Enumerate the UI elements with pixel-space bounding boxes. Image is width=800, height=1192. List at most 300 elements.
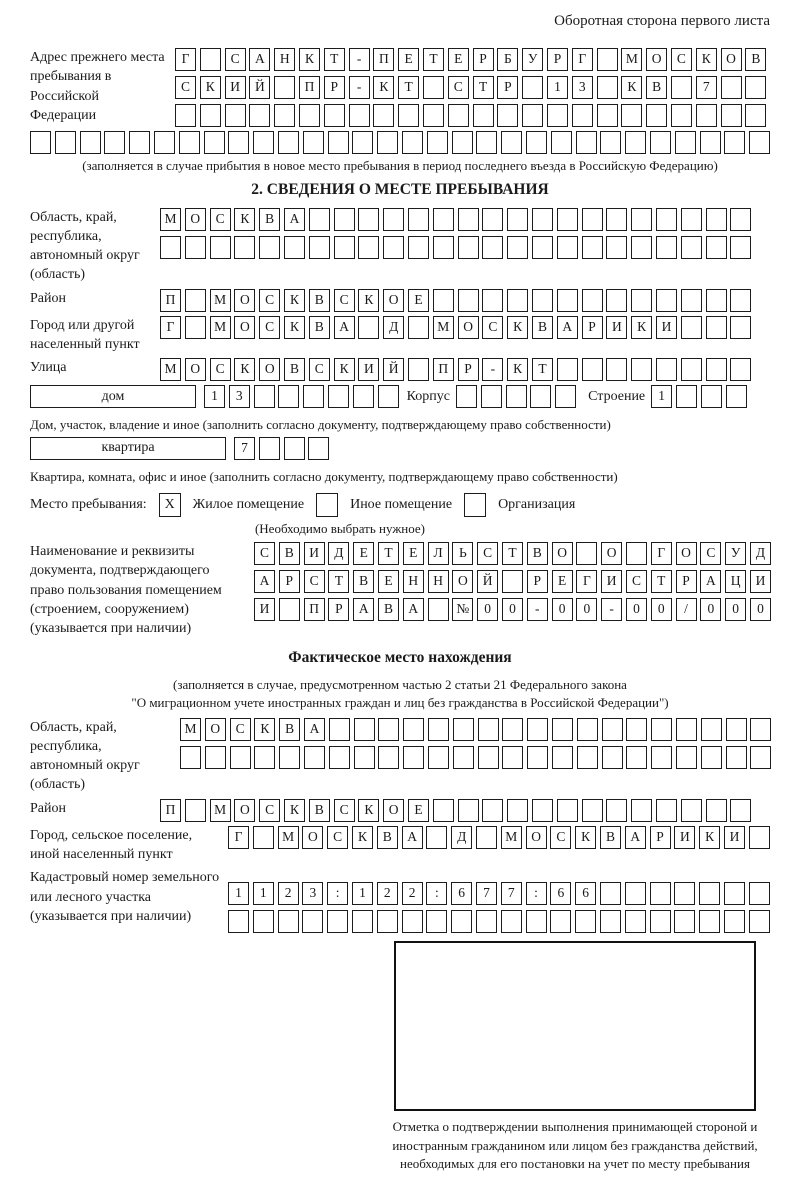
char-box[interactable]: М	[501, 826, 522, 849]
char-box[interactable]	[656, 236, 677, 259]
char-box[interactable]: У	[522, 48, 543, 71]
char-box[interactable]: 3	[572, 76, 593, 99]
char-box[interactable]	[631, 289, 652, 312]
char-box[interactable]: Т	[532, 358, 553, 381]
char-box[interactable]	[329, 718, 350, 741]
char-box[interactable]	[278, 385, 299, 408]
char-box[interactable]	[681, 799, 702, 822]
char-box[interactable]: А	[700, 570, 721, 593]
char-box[interactable]	[55, 131, 76, 154]
char-box[interactable]	[674, 882, 695, 905]
char-box[interactable]: А	[402, 826, 423, 849]
char-box[interactable]: Р	[497, 76, 518, 99]
char-box[interactable]: У	[725, 542, 746, 565]
char-box[interactable]: О	[526, 826, 547, 849]
char-box[interactable]	[279, 746, 300, 769]
char-box[interactable]: В	[284, 358, 305, 381]
char-box[interactable]	[721, 104, 742, 127]
char-box[interactable]	[303, 385, 324, 408]
char-box[interactable]	[423, 76, 444, 99]
char-box[interactable]: М	[160, 358, 181, 381]
char-box[interactable]: Р	[582, 316, 603, 339]
char-box[interactable]	[507, 236, 528, 259]
char-box[interactable]: К	[284, 289, 305, 312]
char-box[interactable]	[358, 236, 379, 259]
char-box[interactable]: 1	[651, 385, 672, 408]
char-box[interactable]: Р	[650, 826, 671, 849]
char-box[interactable]	[299, 104, 320, 127]
char-box[interactable]	[328, 131, 349, 154]
char-box[interactable]: К	[299, 48, 320, 71]
char-box[interactable]: 0	[552, 598, 573, 621]
other-premises-checkbox[interactable]	[316, 493, 338, 517]
char-box[interactable]: М	[621, 48, 642, 71]
char-box[interactable]	[179, 131, 200, 154]
char-box[interactable]	[625, 882, 646, 905]
char-box[interactable]: М	[210, 799, 231, 822]
char-box[interactable]	[626, 718, 647, 741]
char-box[interactable]	[180, 746, 201, 769]
char-box[interactable]	[502, 718, 523, 741]
char-box[interactable]: Й	[383, 358, 404, 381]
house-box[interactable]	[30, 385, 196, 408]
char-box[interactable]: :	[526, 882, 547, 905]
char-box[interactable]	[656, 799, 677, 822]
char-box[interactable]	[749, 131, 770, 154]
char-box[interactable]	[575, 910, 596, 933]
char-box[interactable]: П	[160, 799, 181, 822]
char-box[interactable]: Ь	[452, 542, 473, 565]
char-box[interactable]	[324, 104, 345, 127]
char-box[interactable]: 7	[476, 882, 497, 905]
char-box[interactable]	[253, 826, 274, 849]
organization-checkbox[interactable]	[464, 493, 486, 517]
char-box[interactable]	[433, 208, 454, 231]
char-box[interactable]: 0	[700, 598, 721, 621]
char-box[interactable]	[582, 208, 603, 231]
char-box[interactable]: М	[278, 826, 299, 849]
char-box[interactable]: О	[185, 208, 206, 231]
char-box[interactable]: Р	[527, 570, 548, 593]
char-box[interactable]: Н	[428, 570, 449, 593]
char-box[interactable]	[501, 910, 522, 933]
char-box[interactable]: 3	[229, 385, 250, 408]
char-box[interactable]	[204, 131, 225, 154]
char-box[interactable]: И	[724, 826, 745, 849]
char-box[interactable]: Л	[428, 542, 449, 565]
char-box[interactable]	[671, 104, 692, 127]
char-box[interactable]	[681, 289, 702, 312]
char-box[interactable]	[550, 910, 571, 933]
char-box[interactable]	[631, 236, 652, 259]
char-box[interactable]: К	[631, 316, 652, 339]
char-box[interactable]	[730, 799, 751, 822]
char-box[interactable]	[476, 910, 497, 933]
char-box[interactable]: Г	[576, 570, 597, 593]
char-box[interactable]	[302, 910, 323, 933]
char-box[interactable]	[507, 208, 528, 231]
char-box[interactable]: В	[377, 826, 398, 849]
char-box[interactable]: Е	[403, 542, 424, 565]
char-box[interactable]	[750, 746, 771, 769]
char-box[interactable]	[625, 910, 646, 933]
char-box[interactable]: О	[552, 542, 573, 565]
char-box[interactable]	[706, 289, 727, 312]
char-box[interactable]	[476, 826, 497, 849]
char-box[interactable]: О	[234, 316, 255, 339]
char-box[interactable]	[600, 131, 621, 154]
char-box[interactable]: Г	[651, 542, 672, 565]
char-box[interactable]	[349, 104, 370, 127]
char-box[interactable]: А	[249, 48, 270, 71]
char-box[interactable]	[352, 131, 373, 154]
char-box[interactable]: А	[403, 598, 424, 621]
char-box[interactable]: А	[353, 598, 374, 621]
char-box[interactable]	[651, 718, 672, 741]
char-box[interactable]	[745, 104, 766, 127]
char-box[interactable]	[526, 910, 547, 933]
char-box[interactable]	[577, 746, 598, 769]
char-box[interactable]	[506, 385, 527, 408]
char-box[interactable]	[458, 289, 479, 312]
char-box[interactable]: Е	[378, 570, 399, 593]
char-box[interactable]: 2	[402, 882, 423, 905]
char-box[interactable]: О	[601, 542, 622, 565]
char-box[interactable]: -	[527, 598, 548, 621]
char-box[interactable]: С	[671, 48, 692, 71]
char-box[interactable]: /	[676, 598, 697, 621]
char-box[interactable]	[749, 826, 770, 849]
char-box[interactable]	[482, 208, 503, 231]
char-box[interactable]: Н	[274, 48, 295, 71]
char-box[interactable]	[377, 910, 398, 933]
char-box[interactable]: С	[225, 48, 246, 71]
char-box[interactable]	[278, 910, 299, 933]
char-box[interactable]	[700, 131, 721, 154]
char-box[interactable]: И	[674, 826, 695, 849]
char-box[interactable]	[482, 236, 503, 259]
char-box[interactable]: В	[527, 542, 548, 565]
char-box[interactable]: М	[160, 208, 181, 231]
char-box[interactable]: И	[601, 570, 622, 593]
char-box[interactable]	[656, 289, 677, 312]
char-box[interactable]	[701, 718, 722, 741]
char-box[interactable]	[274, 104, 295, 127]
char-box[interactable]: 0	[750, 598, 771, 621]
char-box[interactable]	[278, 131, 299, 154]
char-box[interactable]: В	[279, 718, 300, 741]
char-box[interactable]	[699, 910, 720, 933]
char-box[interactable]: И	[254, 598, 275, 621]
char-box[interactable]: И	[304, 542, 325, 565]
char-box[interactable]: Р	[547, 48, 568, 71]
char-box[interactable]	[354, 746, 375, 769]
char-box[interactable]	[530, 385, 551, 408]
char-box[interactable]: С	[259, 289, 280, 312]
char-box[interactable]	[408, 236, 429, 259]
char-box[interactable]: 0	[477, 598, 498, 621]
char-box[interactable]	[582, 289, 603, 312]
char-box[interactable]	[730, 358, 751, 381]
char-box[interactable]: Е	[353, 542, 374, 565]
char-box[interactable]	[597, 48, 618, 71]
apartment-box[interactable]	[30, 437, 226, 460]
char-box[interactable]	[557, 289, 578, 312]
char-box[interactable]	[254, 385, 275, 408]
char-box[interactable]	[200, 104, 221, 127]
char-box[interactable]: П	[304, 598, 325, 621]
char-box[interactable]: К	[352, 826, 373, 849]
char-box[interactable]: С	[448, 76, 469, 99]
char-box[interactable]	[602, 718, 623, 741]
char-box[interactable]: О	[383, 799, 404, 822]
char-box[interactable]: И	[606, 316, 627, 339]
char-box[interactable]: 0	[502, 598, 523, 621]
char-box[interactable]: А	[304, 718, 325, 741]
char-box[interactable]	[507, 289, 528, 312]
char-box[interactable]	[706, 208, 727, 231]
char-box[interactable]	[745, 76, 766, 99]
char-box[interactable]	[671, 76, 692, 99]
char-box[interactable]	[749, 882, 770, 905]
char-box[interactable]	[730, 289, 751, 312]
char-box[interactable]	[402, 131, 423, 154]
char-box[interactable]	[259, 437, 280, 460]
char-box[interactable]: К	[200, 76, 221, 99]
char-box[interactable]	[675, 131, 696, 154]
char-box[interactable]	[358, 208, 379, 231]
char-box[interactable]	[352, 910, 373, 933]
char-box[interactable]	[676, 746, 697, 769]
char-box[interactable]	[448, 104, 469, 127]
char-box[interactable]: О	[205, 718, 226, 741]
char-box[interactable]: Е	[552, 570, 573, 593]
char-box[interactable]	[526, 131, 547, 154]
char-box[interactable]: Н	[403, 570, 424, 593]
char-box[interactable]: К	[575, 826, 596, 849]
char-box[interactable]: К	[234, 358, 255, 381]
char-box[interactable]	[458, 236, 479, 259]
char-box[interactable]: Б	[497, 48, 518, 71]
char-box[interactable]	[478, 718, 499, 741]
char-box[interactable]	[522, 104, 543, 127]
char-box[interactable]: :	[327, 882, 348, 905]
char-box[interactable]: П	[433, 358, 454, 381]
char-box[interactable]	[308, 437, 329, 460]
char-box[interactable]	[557, 358, 578, 381]
char-box[interactable]: О	[259, 358, 280, 381]
char-box[interactable]	[631, 799, 652, 822]
char-box[interactable]	[358, 316, 379, 339]
char-box[interactable]: 6	[451, 882, 472, 905]
char-box[interactable]	[452, 131, 473, 154]
char-box[interactable]: А	[625, 826, 646, 849]
char-box[interactable]	[724, 131, 745, 154]
char-box[interactable]: 6	[575, 882, 596, 905]
char-box[interactable]	[205, 746, 226, 769]
char-box[interactable]	[304, 746, 325, 769]
char-box[interactable]: Т	[473, 76, 494, 99]
char-box[interactable]: Т	[502, 542, 523, 565]
char-box[interactable]: О	[646, 48, 667, 71]
char-box[interactable]	[378, 718, 399, 741]
char-box[interactable]	[398, 104, 419, 127]
char-box[interactable]	[502, 570, 523, 593]
char-box[interactable]: С	[230, 718, 251, 741]
char-box[interactable]: В	[279, 542, 300, 565]
char-box[interactable]: О	[185, 358, 206, 381]
char-box[interactable]	[129, 131, 150, 154]
char-box[interactable]: Т	[378, 542, 399, 565]
char-box[interactable]: Р	[324, 76, 345, 99]
char-box[interactable]	[327, 910, 348, 933]
char-box[interactable]	[724, 882, 745, 905]
char-box[interactable]	[557, 236, 578, 259]
char-box[interactable]: 2	[278, 882, 299, 905]
char-box[interactable]: В	[646, 76, 667, 99]
char-box[interactable]	[699, 882, 720, 905]
char-box[interactable]	[650, 131, 671, 154]
char-box[interactable]: Р	[473, 48, 494, 71]
char-box[interactable]	[706, 358, 727, 381]
char-box[interactable]	[650, 882, 671, 905]
char-box[interactable]	[582, 799, 603, 822]
char-box[interactable]	[353, 385, 374, 408]
char-box[interactable]	[557, 208, 578, 231]
char-box[interactable]: С	[327, 826, 348, 849]
char-box[interactable]: С	[482, 316, 503, 339]
char-box[interactable]	[651, 746, 672, 769]
char-box[interactable]	[377, 131, 398, 154]
char-box[interactable]: К	[373, 76, 394, 99]
char-box[interactable]: О	[676, 542, 697, 565]
char-box[interactable]: 0	[651, 598, 672, 621]
char-box[interactable]: 1	[547, 76, 568, 99]
char-box[interactable]	[175, 104, 196, 127]
char-box[interactable]: К	[358, 289, 379, 312]
char-box[interactable]: И	[750, 570, 771, 593]
char-box[interactable]: -	[349, 48, 370, 71]
char-box[interactable]	[200, 48, 221, 71]
char-box[interactable]: В	[259, 208, 280, 231]
char-box[interactable]: Е	[408, 289, 429, 312]
char-box[interactable]: Т	[328, 570, 349, 593]
char-box[interactable]	[309, 236, 330, 259]
char-box[interactable]	[354, 718, 375, 741]
char-box[interactable]: Р	[328, 598, 349, 621]
char-box[interactable]: С	[210, 208, 231, 231]
char-box[interactable]: К	[699, 826, 720, 849]
char-box[interactable]	[402, 910, 423, 933]
char-box[interactable]: С	[175, 76, 196, 99]
char-box[interactable]: Е	[398, 48, 419, 71]
char-box[interactable]	[625, 131, 646, 154]
char-box[interactable]	[408, 358, 429, 381]
char-box[interactable]: К	[358, 799, 379, 822]
char-box[interactable]	[676, 718, 697, 741]
char-box[interactable]: В	[309, 316, 330, 339]
char-box[interactable]: С	[259, 799, 280, 822]
char-box[interactable]	[551, 131, 572, 154]
char-box[interactable]	[254, 746, 275, 769]
char-box[interactable]	[600, 882, 621, 905]
char-box[interactable]	[426, 910, 447, 933]
char-box[interactable]: Й	[249, 76, 270, 99]
char-box[interactable]	[750, 718, 771, 741]
char-box[interactable]: К	[284, 316, 305, 339]
char-box[interactable]	[621, 104, 642, 127]
char-box[interactable]: С	[334, 289, 355, 312]
char-box[interactable]	[497, 104, 518, 127]
char-box[interactable]	[433, 799, 454, 822]
char-box[interactable]: С	[700, 542, 721, 565]
char-box[interactable]	[701, 385, 722, 408]
char-box[interactable]	[259, 236, 280, 259]
char-box[interactable]	[456, 385, 477, 408]
char-box[interactable]	[606, 236, 627, 259]
char-box[interactable]: 7	[234, 437, 255, 460]
char-box[interactable]	[577, 718, 598, 741]
char-box[interactable]	[730, 316, 751, 339]
char-box[interactable]	[552, 746, 573, 769]
char-box[interactable]	[597, 104, 618, 127]
char-box[interactable]	[481, 385, 502, 408]
char-box[interactable]: Р	[279, 570, 300, 593]
char-box[interactable]	[681, 208, 702, 231]
char-box[interactable]	[433, 236, 454, 259]
char-box[interactable]	[656, 358, 677, 381]
char-box[interactable]	[230, 746, 251, 769]
char-box[interactable]	[730, 208, 751, 231]
char-box[interactable]	[606, 289, 627, 312]
char-box[interactable]: В	[378, 598, 399, 621]
char-box[interactable]: В	[309, 799, 330, 822]
char-box[interactable]	[473, 104, 494, 127]
char-box[interactable]	[656, 208, 677, 231]
char-box[interactable]: Ц	[725, 570, 746, 593]
char-box[interactable]	[597, 76, 618, 99]
char-box[interactable]	[428, 746, 449, 769]
char-box[interactable]	[522, 76, 543, 99]
char-box[interactable]: О	[452, 570, 473, 593]
char-box[interactable]	[427, 131, 448, 154]
char-box[interactable]	[478, 746, 499, 769]
char-box[interactable]	[253, 910, 274, 933]
char-box[interactable]: 7	[696, 76, 717, 99]
char-box[interactable]: И	[358, 358, 379, 381]
char-box[interactable]	[334, 208, 355, 231]
char-box[interactable]	[724, 910, 745, 933]
char-box[interactable]	[328, 385, 349, 408]
char-box[interactable]	[576, 131, 597, 154]
char-box[interactable]: 0	[576, 598, 597, 621]
char-box[interactable]	[721, 76, 742, 99]
char-box[interactable]: С	[210, 358, 231, 381]
char-box[interactable]	[726, 385, 747, 408]
char-box[interactable]: Е	[408, 799, 429, 822]
char-box[interactable]	[606, 358, 627, 381]
char-box[interactable]: С	[550, 826, 571, 849]
char-box[interactable]: 1	[204, 385, 225, 408]
char-box[interactable]	[681, 316, 702, 339]
char-box[interactable]	[650, 910, 671, 933]
char-box[interactable]	[501, 131, 522, 154]
char-box[interactable]: В	[745, 48, 766, 71]
char-box[interactable]: 3	[302, 882, 323, 905]
char-box[interactable]: О	[302, 826, 323, 849]
char-box[interactable]	[383, 236, 404, 259]
char-box[interactable]: Г	[228, 826, 249, 849]
